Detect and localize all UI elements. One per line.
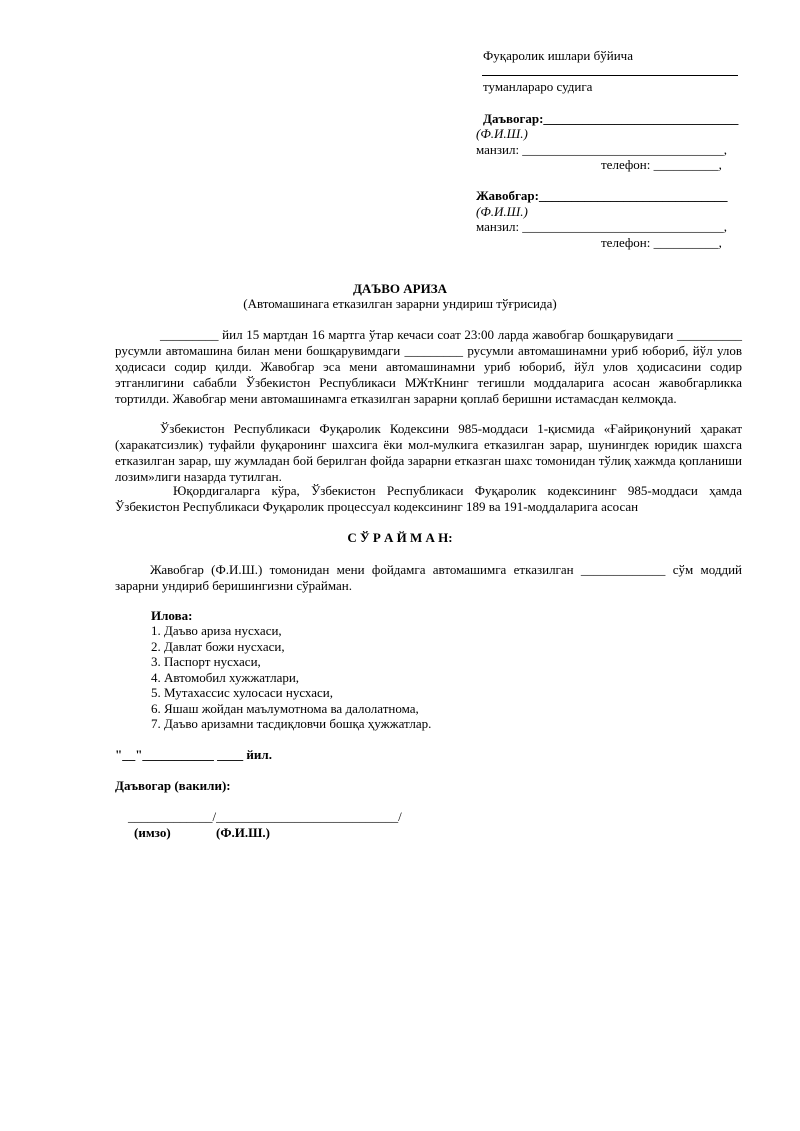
- plaintiff-address: манзил: _______________________________,: [476, 142, 728, 157]
- plaintiff-fio-label: (Ф.И.Ш.): [476, 126, 528, 141]
- plaintiff-phone: телефон: __________,: [601, 157, 722, 172]
- plaintiff-blank: ______________________________: [543, 111, 739, 126]
- defendant-blank: _____________________________: [538, 188, 728, 203]
- plaintiff-line: [483, 111, 738, 127]
- document-title: ДАЪВО АРИЗА: [352, 281, 447, 296]
- signer-label: Даъвогар (вакили):: [115, 778, 231, 793]
- defendant-label: Жавобгар:: [476, 188, 539, 203]
- attachment-item: 5. Мутахассис хулосаси нусхаси,: [151, 685, 334, 700]
- defendant-address: манзил: _______________________________,: [476, 219, 728, 234]
- fio-caption: (Ф.И.Ш.): [216, 825, 270, 840]
- court-line-2: туманлараро судига: [483, 79, 593, 94]
- document-subtitle: (Автомашинага етказилган зарарни ундириш тўғрисида): [243, 296, 557, 311]
- court-line-1: Фуқаролик ишлари бўйича: [483, 48, 633, 63]
- body-paragraph-3: Юқордигаларга кўра, Ўзбекистон Республикаси Фуқаролик кодексининг 985-моддаси ҳамда Ўзбекистон Республикаси Фуқаролик процессуал кодексининг 189 ва 191-моддаларига асосан: [115, 483, 742, 514]
- request-paragraph: Жавобгар (Ф.И.Ш.) томонидан мени фойдамга автомашимга етказилган _____________ сўм моддий зарарни ундириб беришингизни сўрайман.: [115, 562, 742, 593]
- defendant-phone: телефон: __________,: [601, 235, 722, 250]
- attachment-item: 7. Даъво аризамни тасдиқловчи бошқа ҳужжатлар.: [151, 716, 432, 731]
- signature-caption: (имзо): [134, 825, 171, 840]
- defendant-line: [476, 188, 727, 204]
- defendant-fio-label: (Ф.И.Ш.): [476, 204, 528, 219]
- signature-line: _____________/____________________________/: [128, 809, 402, 824]
- attachment-item: 2. Давлат божи нусхаси,: [151, 639, 285, 654]
- attachment-item: 6. Яшаш жойдан маълумотнома ва далолатнома,: [151, 701, 419, 716]
- request-heading: С Ў Р А Й М А Н:: [347, 530, 453, 545]
- plaintiff-label: Даъвогар:: [483, 111, 544, 126]
- court-name-blank-line: [482, 75, 738, 76]
- attachments-heading: Илова:: [151, 608, 193, 623]
- attachment-item: 4. Автомобил хужжатлари,: [151, 670, 300, 685]
- date-line: "__"___________ ____ йил.: [115, 747, 272, 762]
- body-paragraph-1: _________ йил 15 мартдан 16 мартга ўтар кечаси соат 23:00 ларда жавобгар бошқарувидаги __________ русумли автомашина билан мени бошқарувимдаги _________ русумли автомашинамни уриб юбориб, йўл улов ҳодисаси содир қилди. Жавобгар эса мени автомашинамни уриб юбориб, йўл улов ҳодисасини содир этганлигини сабабли Ўзбекистон Республикаси МЖтКнинг тегишли моддаларига асосан жавобгарликка тортилди. Жавобгар мени автомашинамга етказилган зарарни қоплаб беришни истамасдан келмоқда.: [115, 327, 742, 406]
- body-paragraph-2: Ўзбекистон Республикаси Фуқаролик Кодексини 985-моддаси 1-қисмида «Ғайриқонуний ҳаракат (харакатсизлик) туфайли фуқаронинг шахсига ёки мол-мулкига етказилган зарар, шунингдек юридик шахсга етказилган зарар, шу жумладан бой берилган фойда зарарни етказган шахс томонидан тўлиқ хажмда қопланиши лозим»лиги назарда тутилган.: [115, 421, 742, 484]
- attachment-item: 1. Даъво ариза нусхаси,: [151, 623, 282, 638]
- attachment-item: 3. Паспорт нусхаси,: [151, 654, 261, 669]
